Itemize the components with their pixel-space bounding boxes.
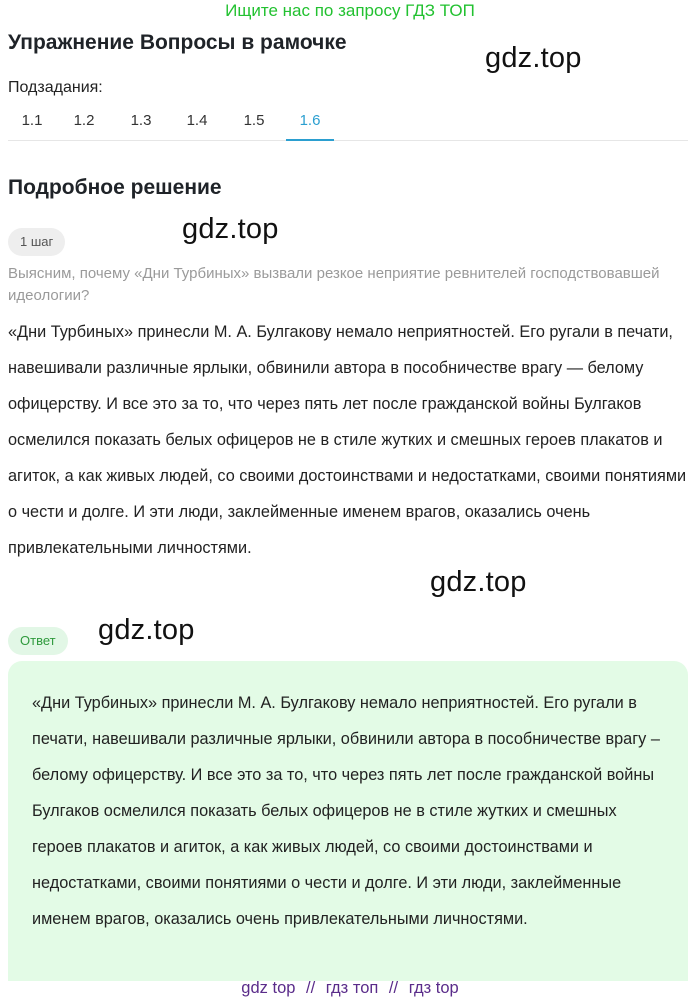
footer-link[interactable]: гдз топ bbox=[325, 979, 379, 997]
footer-link[interactable]: gdz top bbox=[241, 979, 296, 997]
tab-1-1[interactable]: 1.1 bbox=[21, 112, 43, 129]
question-text: Выясним, почему «Дни Турбиных» вызвали резкое неприятие ревнителей господствовавшей идеологии? bbox=[8, 265, 660, 304]
tab-1-4[interactable]: 1.4 bbox=[186, 112, 208, 129]
subtasks-label: Подзадания: bbox=[8, 79, 103, 96]
tab-1-5[interactable]: 1.5 bbox=[243, 112, 265, 129]
solution-heading: Подробное решение bbox=[8, 176, 222, 199]
promo-banner: Ищите нас по запросу ГДЗ ТОП bbox=[225, 1, 475, 20]
answer-box bbox=[8, 661, 688, 981]
subtask-tabs bbox=[8, 104, 688, 141]
watermark: gdz.top bbox=[98, 614, 195, 646]
footer-separator: // bbox=[388, 979, 399, 997]
footer-link[interactable]: гдз top bbox=[408, 979, 459, 997]
footer-links bbox=[0, 976, 700, 1003]
step-badge: 1 шаг bbox=[8, 228, 65, 256]
watermark: gdz.top bbox=[182, 213, 279, 245]
footer-separator: // bbox=[306, 979, 316, 997]
solution-text: «Дни Турбиных» принесли М. А. Булгакову немало неприятностей. Его ругали в печати, навешивали различные ярлыки, обвинили автора в пособничестве врагу — белому офицерству. И все это за то, что через пять лет после гражданской войны Булгаков осмелился показать белых офицеров не в стиле жутких и смешных героев плакатов и агиток, а как живых людей, со своими достоинствами и недостатками, своими понятиями о чести и долге. И эти люди, заклейменные именем врагов, оказались очень привлекательными личностями. bbox=[8, 323, 687, 557]
watermark: gdz.top bbox=[430, 566, 527, 598]
tab-1-3[interactable]: 1.3 bbox=[130, 112, 152, 129]
answer-badge: Ответ bbox=[8, 627, 68, 655]
tab-1-6[interactable]: 1.6 bbox=[286, 104, 334, 141]
answer-text: «Дни Турбиных» принесли М. А. Булгакову немало неприятностей. Его ругали в печати, навешивали различные ярлыки, обвинили автора в пособничестве врагу – белому офицерству. И все это за то, что через пять лет после гражданской войны Булгаков осмелился показать белых офицеров не в стиле жутких и смешных героев плакатов и агиток, а как живых людей, со своими достоинствами и недостатками, своими понятиями о чести и долге. И эти люди, заклейменные именем врагов, оказались очень привлекательными личностями. bbox=[32, 694, 660, 928]
tab-1-2[interactable]: 1.2 bbox=[73, 112, 95, 129]
page-title: Упражнение Вопросы в рамочке bbox=[8, 31, 347, 54]
watermark: gdz.top bbox=[485, 42, 582, 74]
